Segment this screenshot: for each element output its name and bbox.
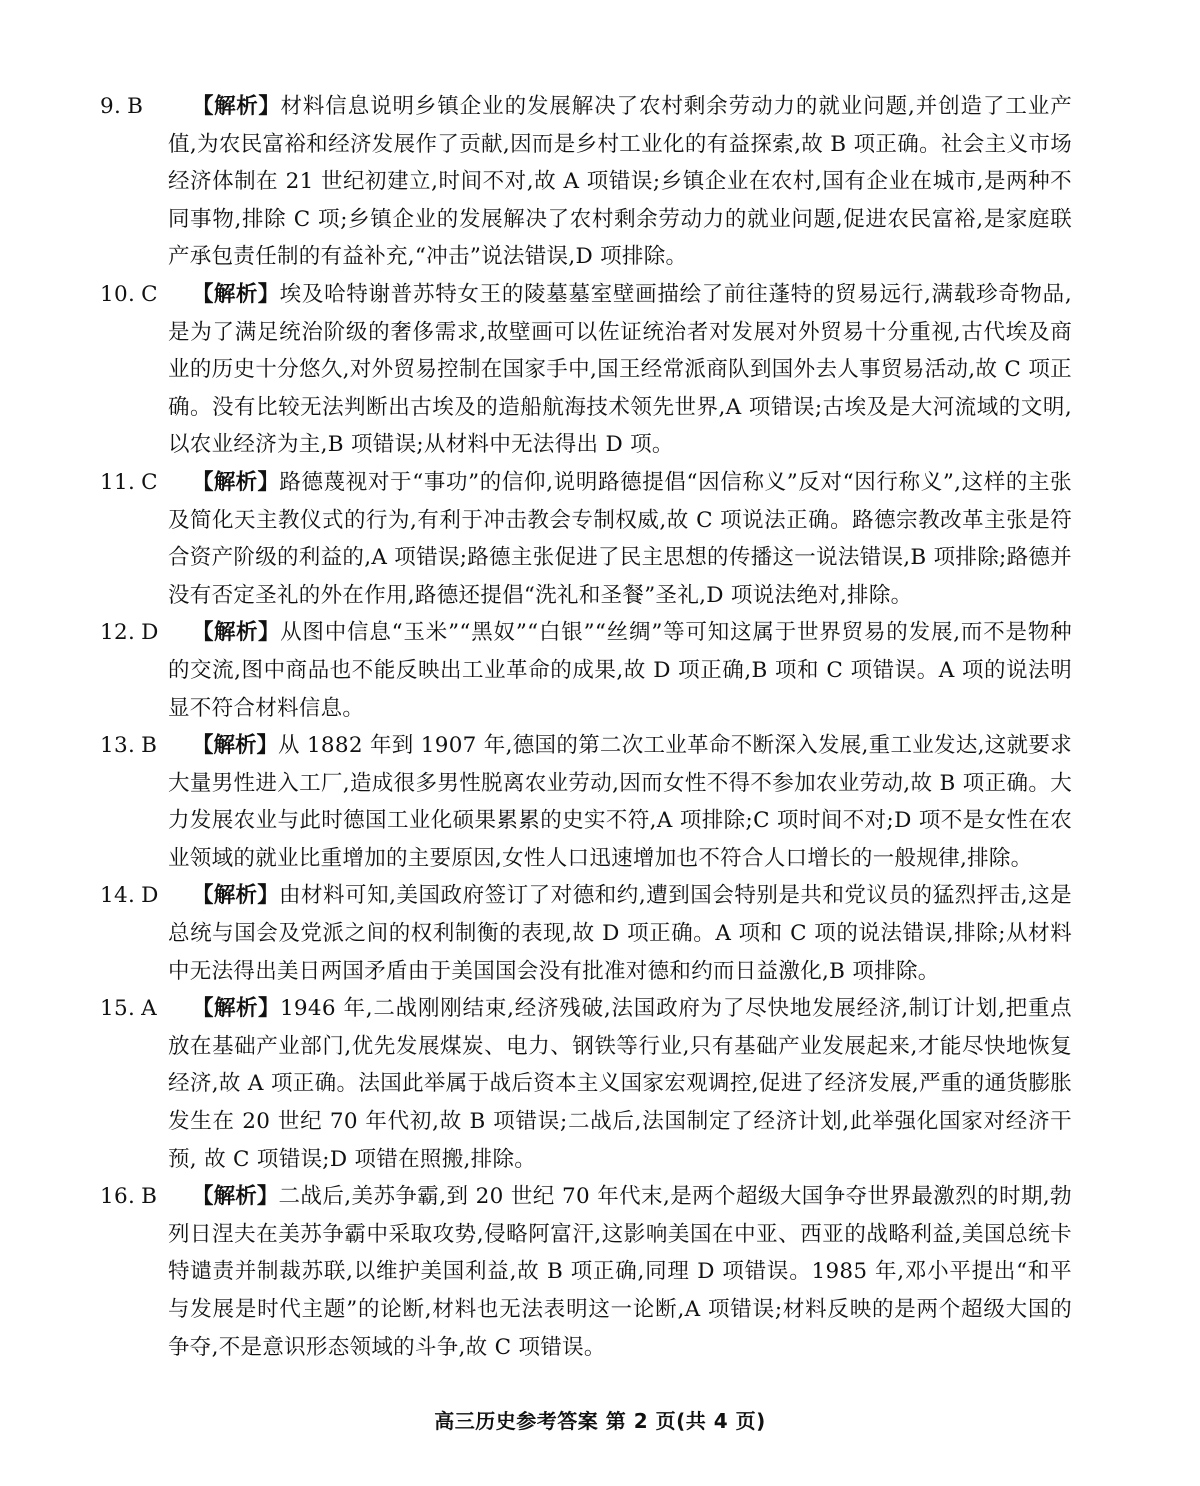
page-footer: 高三历史参考答案 第 2 页(共 4 页) [434, 1409, 766, 1433]
analysis-tag: 【解析】 [192, 883, 279, 909]
analysis-text: 埃及哈特谢普苏特女王的陵墓墓室壁画描绘了前往蓬特的贸易远行,满载珍奇物品,是为了满足统治阶级的奢侈需求,故壁画可以佐证统治者对发展对外贸易十分重视,古代埃及商业的历史十分悠久,对外贸易控制在国家手中,国王经常派商队到国外去人事贸易活动,故 C 项正确。没有比较无法判断出古埃及的造船航海技术领先世界,A 项错误;古埃及是大河流域的文明,以农业经济为主,B 项错误;从材料中无法得出 D 项。 [168, 281, 1072, 458]
analysis-tag: 【解析】 [192, 1184, 279, 1210]
question-number: 11. C [100, 469, 158, 495]
answer-item-15 [100, 990, 1072, 1178]
analysis-text: 材料信息说明乡镇企业的发展解决了农村剩余劳动力的就业问题,并创造了工业产值,为农民富裕和经济发展作了贡献,因而是乡村工业化的有益探索,故 B 项正确。社会主义市场经济体制在 21 世纪初建立,时间不对,故 A 项错误;乡镇企业在农村,国有企业在城市,是两种不同事物,排除 C 项;乡镇企业的发展解决了农村剩余劳动力的就业问题,促进农民富裕,是家庭联产承包责任制的有益补充,“冲击”说法错误,D 项排除。 [168, 94, 1072, 270]
question-number: 14. D [100, 883, 159, 909]
question-number: 12. D [100, 620, 159, 646]
answer-item-13 [100, 727, 1072, 877]
analysis-text: 二战后,美苏争霸,到 20 世纪 70 年代末,是两个超级大国争夺世界最激烈的时期,勃列日涅夫在美苏争霸中采取攻势,侵略阿富汗,这影响美国在中亚、西亚的战略利益,美国总统卡特谴责并制裁苏联,以维护美国利益,故 B 项正确,同理 D 项错误。1985 年,邓小平提出“和平与发展是时代主题”的论断,材料也无法表明这一论断,A 项错误;材料反映的是两个超级大国的争夺,不是意识形态领域的斗争,故 C 项错误。 [168, 1184, 1072, 1360]
analysis-text: 从 1882 年到 1907 年,德国的第二次工业革命不断深入发展,重工业发达,这就要求大量男性进入工厂,造成很多男性脱离农业劳动,因而女性不得不参加农业劳动,故 B 项正确。大力发展农业与此时德国工业化硕果累累的史实不符,A 项排除;C 项时间不对;D 项不是女性在农业领域的就业比重增加的主要原因,女性人口迅速增加也不符合人口增长的一般规律,排除。 [168, 733, 1072, 871]
answer-item-16 [100, 1178, 1072, 1366]
question-number: 9. B [100, 94, 144, 119]
analysis-tag: 【解析】 [192, 469, 280, 495]
analysis-tag: 【解析】 [192, 281, 280, 307]
analysis-text: 路德蔑视对于“事功”的信仰,说明路德提倡“因信称义”反对“因行称义”,这样的主张及简化天主教仪式的行为,有利于冲击教会专制权威,故 C 项说法正确。路德宗教改革主张是符合资产阶级的利益的,A 项错误;路德主张促进了民主思想的传播这一说法错误,B 项排除;路德并没有否定圣礼的外在作用,路德还提倡“洗礼和圣餐”圣礼,D 项说法绝对,排除。 [168, 469, 1072, 608]
analysis-tag: 【解析】 [192, 94, 281, 119]
analysis-tag: 【解析】 [192, 733, 279, 759]
answer-item-11 [100, 464, 1072, 614]
question-number: 15. A [100, 996, 157, 1022]
question-number: 13. B [100, 733, 158, 759]
analysis-text: 1946 年,二战刚刚结束,经济残破,法国政府为了尽快地发展经济,制订计划,把重点放在基础产业部门,优先发展煤炭、电力、钢铁等行业,只有基础产业发展起来,才能尽快地恢复经济,故 A 项正确。法国此举属于战后资本主义国家宏观调控,促进了经济发展,严重的通货膨胀发生在 20 世纪 70 年代初,故 B 项错误;二战后,法国制定了经济计划,此举强化国家对经济干预, 故 C 项错误;D 项错在照搬,排除。 [168, 996, 1072, 1172]
analysis-tag: 【解析】 [192, 620, 281, 646]
answer-item-12 [100, 614, 1072, 727]
analysis-tag: 【解析】 [192, 996, 280, 1022]
answer-item-10 [100, 276, 1072, 464]
analysis-text: 从图中信息“玉米”“黑奴”“白银”“丝绸”等可知这属于世界贸易的发展,而不是物种的交流,图中商品也不能反映出工业革命的成果,故 D 项正确,B 项和 C 项错误。A 项的说法明显不符合材料信息。 [168, 620, 1072, 721]
question-number: 10. C [100, 281, 158, 307]
question-number: 16. B [100, 1184, 158, 1210]
analysis-text: 由材料可知,美国政府签订了对德和约,遭到国会特别是共和党议员的猛烈抨击,这是总统与国会及党派之间的权利制衡的表现,故 D 项正确。A 项和 C 项的说法错误,排除;从材料中无法得出美日两国矛盾由于美国国会没有批准对德和约而日益激化,B 项排除。 [168, 883, 1072, 984]
answer-item-9 [100, 88, 1072, 276]
answer-item-14 [100, 877, 1072, 990]
